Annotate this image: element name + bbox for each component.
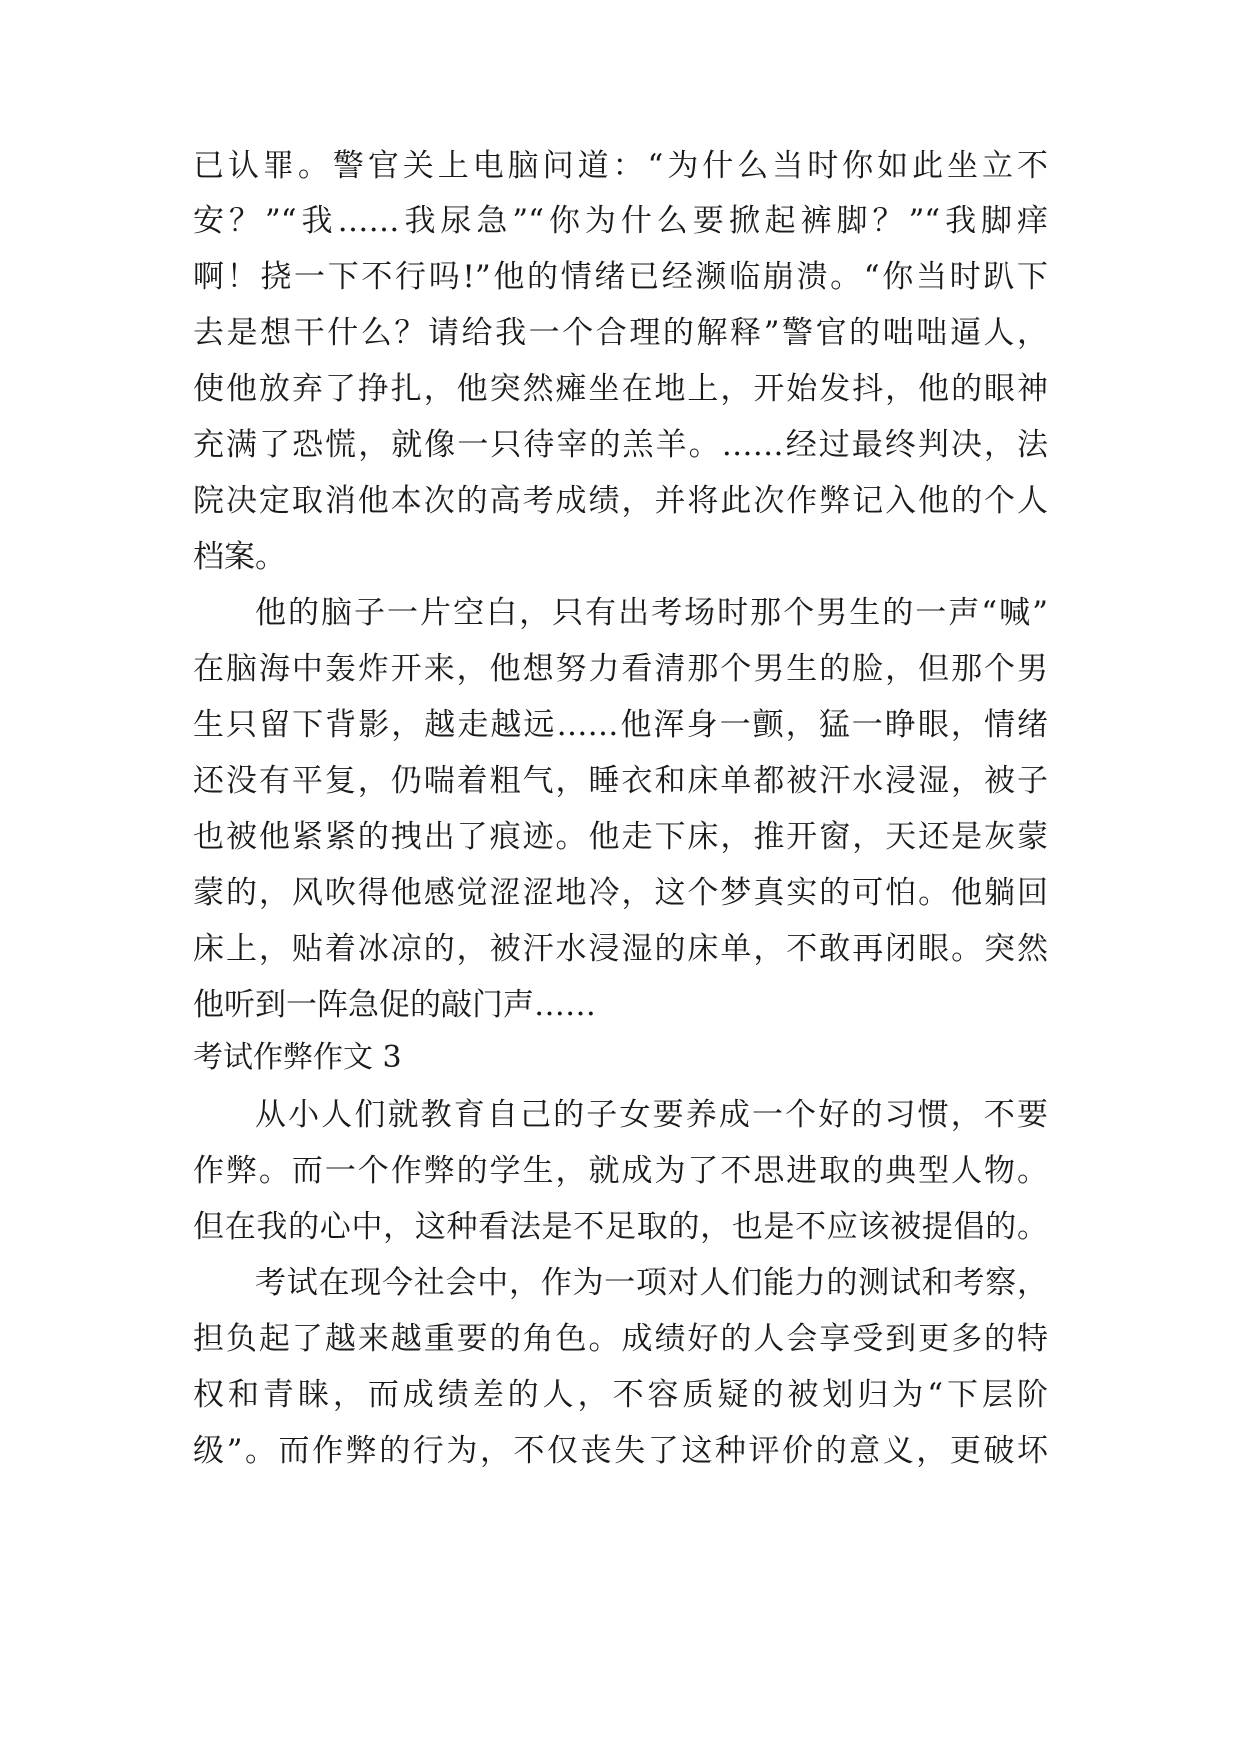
text-line: 去是想干什么？请给我一个合理的解释”警官的咄咄逼人，	[193, 315, 1048, 351]
section-heading: 考试作弊作文 3	[193, 1040, 402, 1075]
text-line: 安？”“我……我尿急”“你为什么要掀起裤脚？”“我脚痒	[193, 203, 1048, 239]
text-line: 担负起了越来越重要的角色。成绩好的人会享受到更多的特	[193, 1321, 1048, 1357]
text-line: 使他放弃了挣扎，他突然瘫坐在地上，开始发抖，他的眼神	[193, 371, 1048, 407]
text-line: 作弊。而一个作弊的学生，就成为了不思进取的典型人物。	[193, 1153, 1048, 1189]
text-line: 啊！挠一下不行吗!”他的情绪已经濒临崩溃。“你当时趴下	[193, 259, 1048, 295]
text-line: 档案。	[193, 539, 286, 575]
text-line: 权和青睐，而成绩差的人，不容质疑的被划归为“下层阶	[193, 1377, 1048, 1413]
text-line: 也被他紧紧的拽出了痕迹。他走下床，推开窗，天还是灰蒙	[193, 819, 1048, 855]
text-line: 他的脑子一片空白，只有出考场时那个男生的一声“喊”	[255, 595, 1048, 631]
text-line: 充满了恐慌，就像一只待宰的羔羊。……经过最终判决，法	[193, 427, 1048, 463]
text-line: 他听到一阵急促的敲门声……	[193, 987, 596, 1023]
text-line: 考试在现今社会中，作为一项对人们能力的测试和考察，	[255, 1265, 1048, 1301]
text-line: 级”。而作弊的行为，不仅丧失了这种评价的意义，更破坏	[193, 1433, 1048, 1469]
text-line: 在脑海中轰炸开来，他想努力看清那个男生的脸，但那个男	[193, 651, 1048, 687]
text-line: 床上，贴着冰凉的，被汗水浸湿的床单，不敢再闭眼。突然	[193, 931, 1048, 967]
text-line: 蒙的，风吹得他感觉涩涩地冷，这个梦真实的可怕。他躺回	[193, 875, 1048, 911]
text-line: 从小人们就教育自己的子女要养成一个好的习惯，不要	[255, 1097, 1048, 1133]
text-line: 但在我的心中，这种看法是不足取的，也是不应该被提倡的。	[193, 1209, 1048, 1245]
text-line: 院决定取消他本次的高考成绩，并将此次作弊记入他的个人	[193, 483, 1048, 519]
text-line: 已认罪。警官关上电脑问道：“为什么当时你如此坐立不	[193, 148, 1048, 184]
text-line: 还没有平复，仍喘着粗气，睡衣和床单都被汗水浸湿，被子	[193, 763, 1048, 799]
text-line: 生只留下背影，越走越远……他浑身一颤，猛一睁眼，情绪	[193, 707, 1048, 743]
